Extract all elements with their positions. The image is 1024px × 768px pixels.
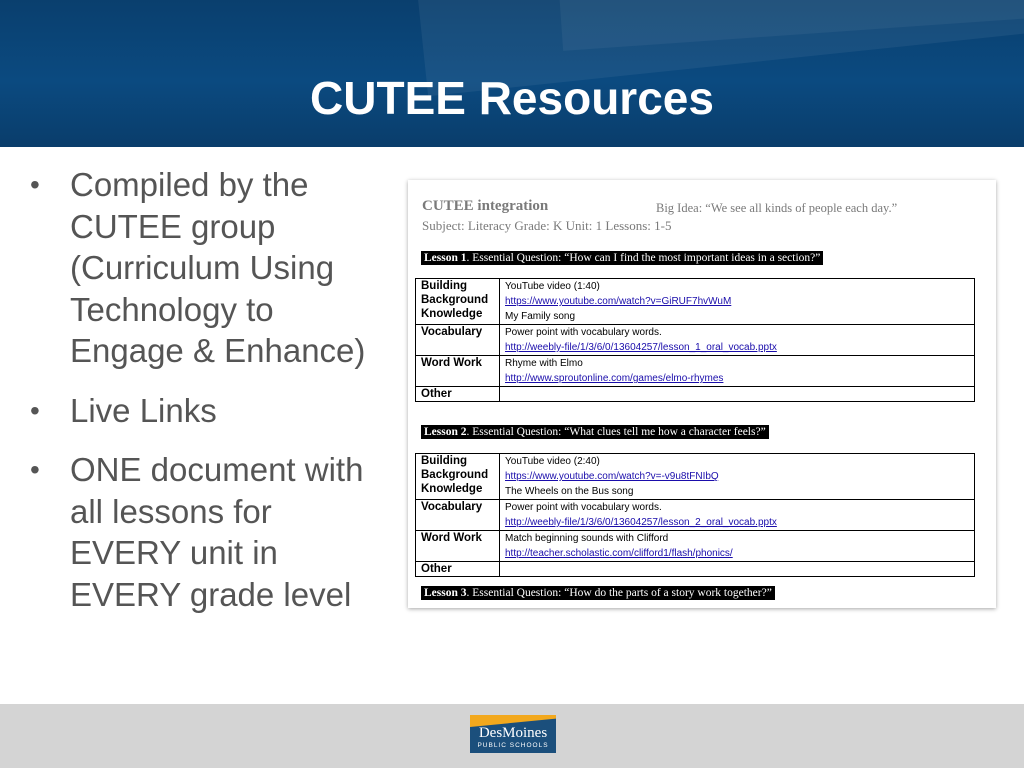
lesson-row (416, 531, 975, 562)
resource-text: YouTube video (1:40) (505, 281, 600, 292)
lesson-row (416, 454, 975, 500)
row-content (500, 454, 975, 500)
bullet-item: • ONE document with all lessons for EVERY unit in EVERY grade level (30, 451, 364, 613)
row-content (500, 387, 975, 402)
big-idea: Big Idea: “We see all kinds of people each day.” (656, 201, 898, 215)
row-content (500, 562, 975, 577)
row-content (500, 500, 975, 531)
lesson-row (416, 562, 975, 577)
subject-line: Subject: Literacy Grade: K Unit: 1 Lessons: 1-5 (422, 218, 672, 233)
lesson-row (416, 356, 975, 387)
resource-link[interactable]: http://weebly-file/1/3/6/0/13604257/lesson_1_oral_vocab.pptx (505, 342, 777, 353)
resource-text: Power point with vocabulary words. (505, 327, 662, 338)
bullet-dot: • (30, 394, 40, 426)
resource-text: YouTube video (2:40) (505, 456, 600, 467)
row-content (500, 356, 975, 387)
row-label: Building Background Knowledge (416, 279, 500, 325)
resource-text: My Family song (505, 311, 576, 322)
lesson-row (416, 387, 975, 402)
slide-title: CUTEE Resources (310, 72, 714, 124)
resource-link[interactable]: http://weebly-file/1/3/6/0/13604257/lesson_2_oral_vocab.pptx (505, 517, 777, 528)
row-label: Other (416, 562, 500, 577)
lesson-1-table (415, 278, 975, 402)
document-header (422, 198, 982, 234)
row-content (500, 531, 975, 562)
logo-name: DesMoines (478, 725, 548, 741)
lesson-row (416, 500, 975, 531)
bullet-item: • Compiled by the CUTEE group (Curriculum Using Technology to Engage & Enhance) (30, 166, 366, 369)
row-label: Other (416, 387, 500, 402)
resource-text: Power point with vocabulary words. (505, 502, 662, 513)
document-title: CUTEE integration (422, 198, 549, 214)
row-label: Word Work (416, 356, 500, 387)
resource-link[interactable]: http://teacher.scholastic.com/clifford1/flash/phonics/ (505, 548, 733, 559)
row-content (500, 325, 975, 356)
resource-text: Match beginning sounds with Clifford (505, 533, 669, 544)
resource-text: The Wheels on the Bus song (505, 486, 634, 497)
lesson-2-table (415, 453, 975, 577)
document-screenshot (408, 180, 996, 608)
lesson-1-question: Lesson 1. Essential Question: “How can I find the most important ideas in a section?” (421, 251, 823, 265)
row-label: Word Work (416, 531, 500, 562)
bullet-dot: • (30, 454, 40, 485)
resource-link[interactable]: https://www.youtube.com/watch?v=-v9u8tFNIbQ (505, 471, 719, 482)
bullet-item: • Live Links (30, 390, 375, 432)
bullet-list (30, 164, 375, 633)
des-moines-public-schools-logo (470, 715, 556, 753)
resource-link[interactable]: http://www.sproutonline.com/games/elmo-rhymes (505, 373, 724, 384)
resource-link[interactable]: https://www.youtube.com/watch?v=GiRUF7hvWuM (505, 296, 732, 307)
logo-subtitle: PUBLIC SCHOOLS (477, 742, 549, 749)
lesson-row (416, 279, 975, 325)
lesson-3-question: Lesson 3. Essential Question: “How do the parts of a story work together?” (421, 586, 775, 600)
row-label: Vocabulary (416, 325, 500, 356)
row-content (500, 279, 975, 325)
lesson-2-question: Lesson 2. Essential Question: “What clues tell me how a character feels?” (421, 425, 769, 439)
row-label: Building Background Knowledge (416, 454, 500, 500)
bullet-dot: • (30, 169, 40, 200)
row-label: Vocabulary (416, 500, 500, 531)
resource-text: Rhyme with Elmo (505, 358, 583, 369)
lesson-row (416, 325, 975, 356)
